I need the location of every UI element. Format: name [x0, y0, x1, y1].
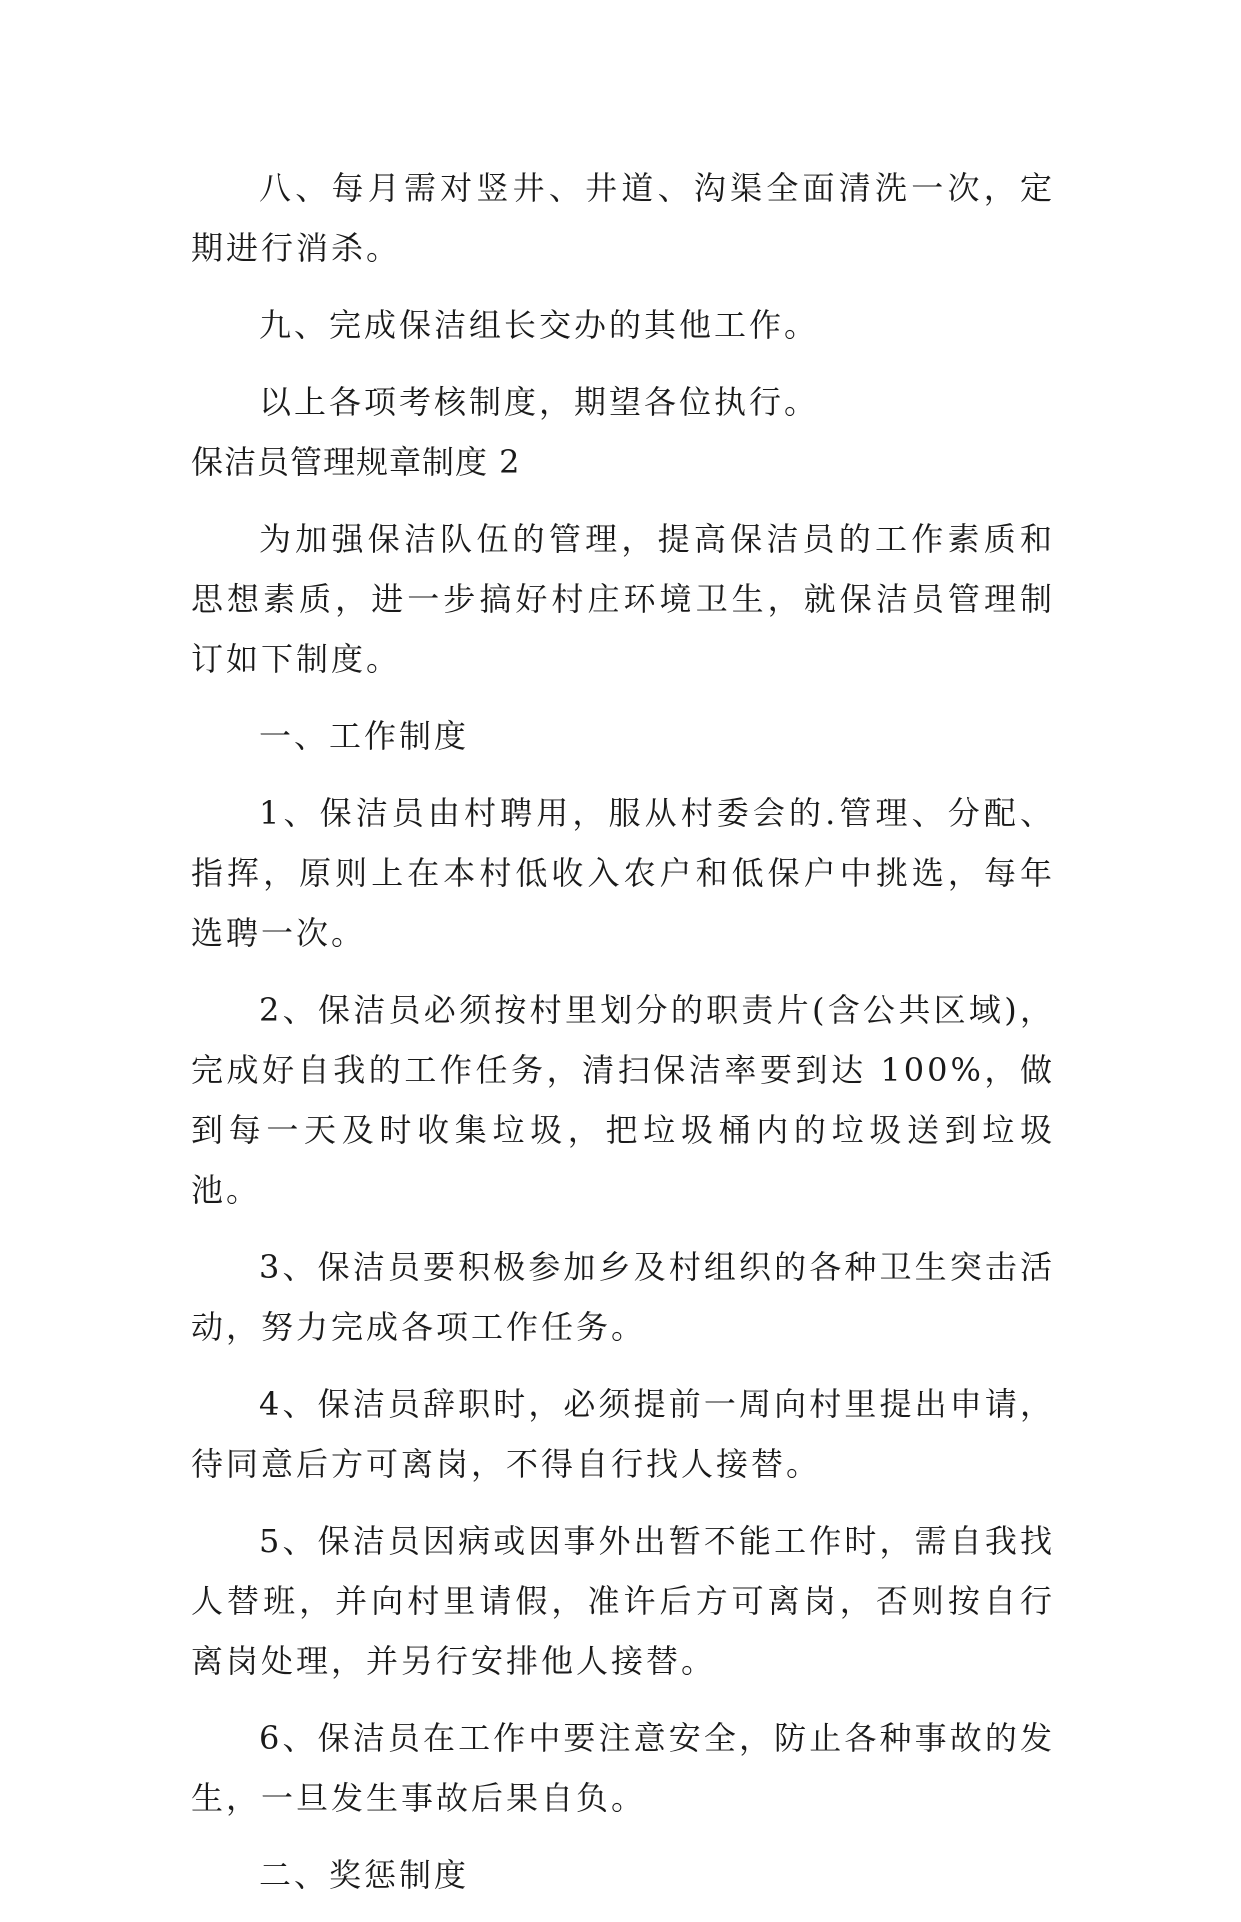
section-heading: 保洁员管理规章制度 2	[191, 443, 521, 481]
rule-item-5: 5、保洁员因病或因事外出暂不能工作时，需自我找人替班，并向村里请假，准许后方可离岗，否则按自行离岗处理，并另行安排他人接替。	[191, 1522, 1055, 1680]
rule-item-1: 1、保洁员由村聘用，服从村委会的.管理、分配、指挥，原则上在本村低收入农户和低保户中挑选，每年选聘一次。	[191, 794, 1055, 952]
rule-item-4: 4、保洁员辞职时，必须提前一周向村里提出申请，待同意后方可离岗，不得自行找人接替。	[191, 1385, 1055, 1483]
section-title-rewards: 二、奖惩制度	[259, 1856, 470, 1894]
document-body	[191, 158, 1055, 1922]
rule-item-3: 3、保洁员要积极参加乡及村组织的各种卫生突击活动，努力完成各项工作任务。	[191, 1248, 1055, 1346]
intro-paragraph: 为加强保洁队伍的管理，提高保洁员的工作素质和思想素质，进一步搞好村庄环境卫生，就保洁员管理制订如下制度。	[191, 520, 1055, 678]
rule-item-2: 2、保洁员必须按村里划分的职责片(含公共区域)，完成好自我的工作任务，清扫保洁率要到达 100%，做到每一天及时收集垃圾，把垃圾桶内的垃圾送到垃圾池。	[191, 991, 1055, 1209]
paragraph-item-eight: 八、每月需对竖井、井道、沟渠全面清洗一次，定期进行消杀。	[191, 169, 1055, 267]
rule-item-6: 6、保洁员在工作中要注意安全，防止各种事故的发生，一旦发生事故后果自负。	[191, 1719, 1055, 1817]
section-title-work-rules: 一、工作制度	[259, 717, 470, 755]
paragraph-item-nine: 九、完成保洁组长交办的其他工作。	[259, 306, 820, 344]
paragraph-closing: 以上各项考核制度，期望各位执行。	[259, 383, 820, 421]
